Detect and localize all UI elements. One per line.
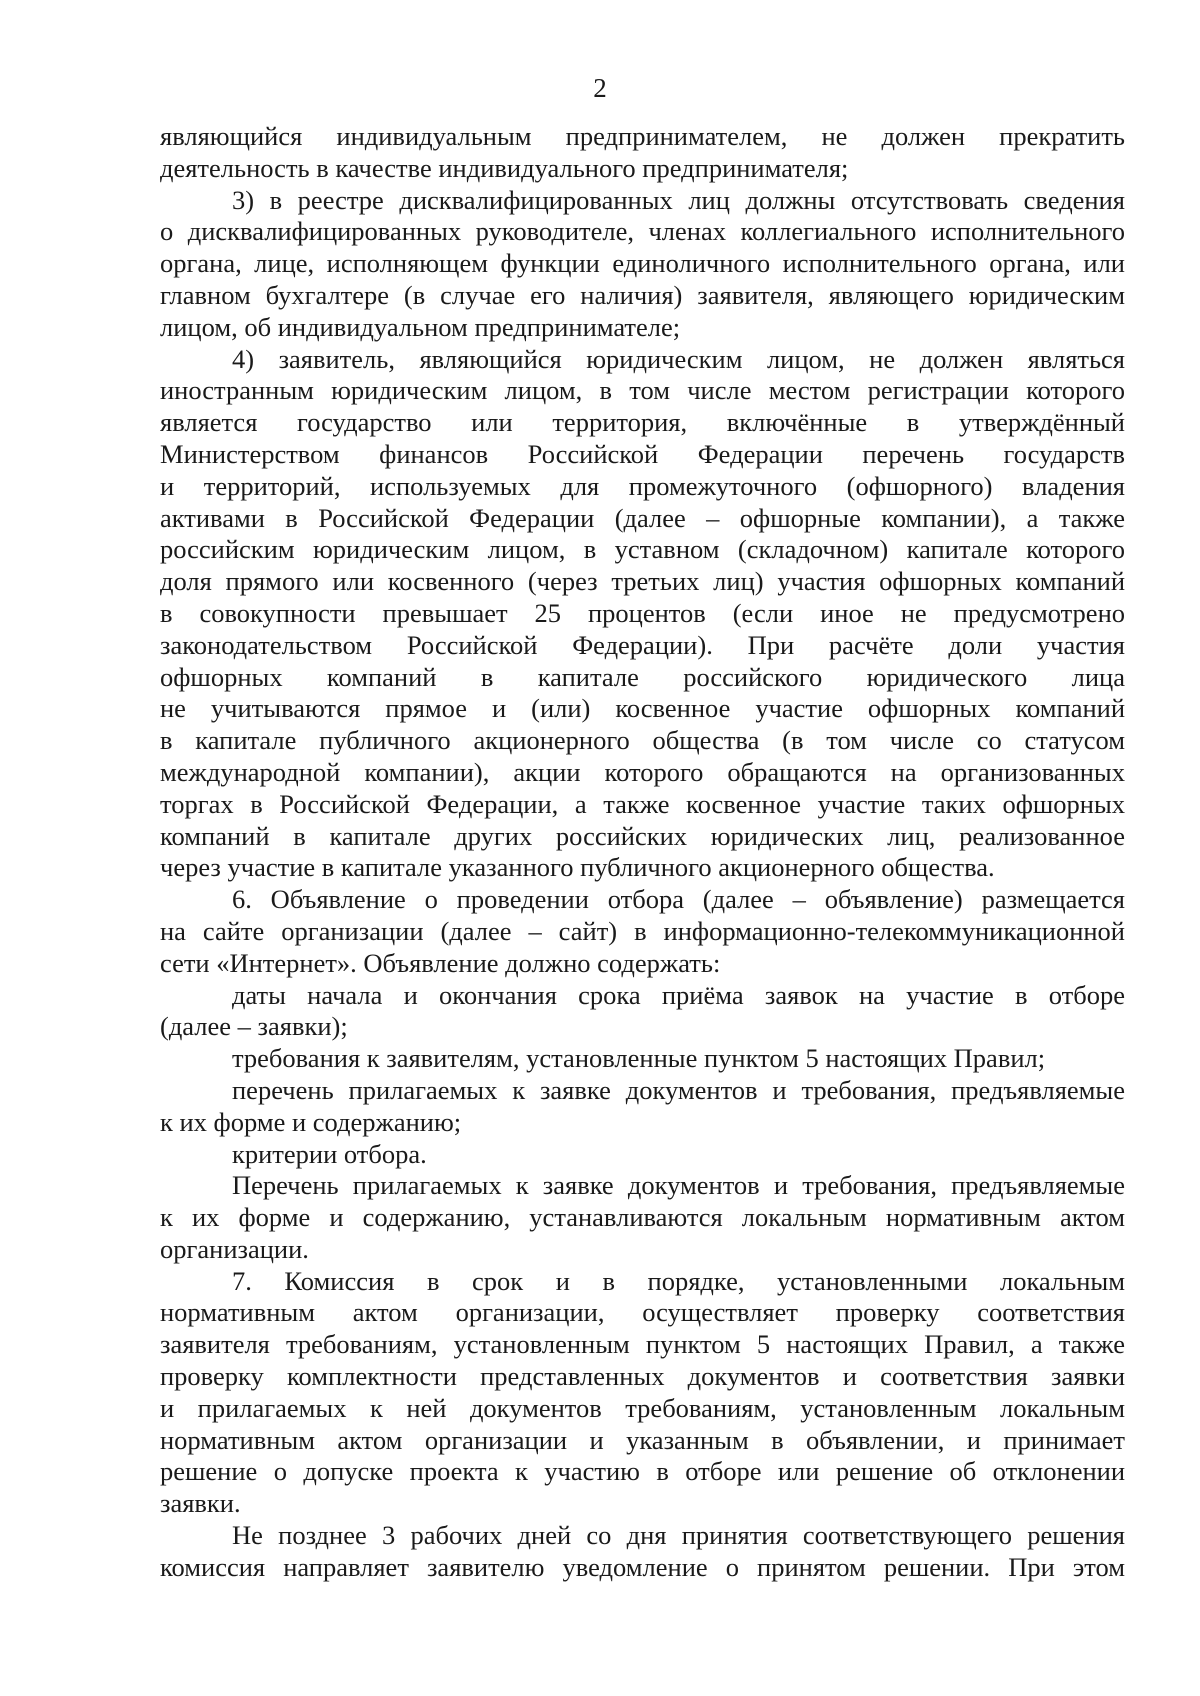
text-line: активами в Российской Федерации (далее – офшорные компании), а также (160, 502, 1125, 533)
text-line: не учитываются прямое и (или) косвенное участие офшорных компаний (160, 693, 1125, 724)
text-line: деятельность в качестве индивидуального предпринимателя; (160, 152, 849, 183)
text-line: российским юридическим лицом, в уставном (складочном) капитале которого (160, 534, 1125, 565)
text-line: критерии отбора. (232, 1138, 427, 1169)
text-line: международной компании), акции которого обращаются на организованных (160, 756, 1125, 787)
text-line: проверку комплектности представленных документов и соответствия заявки (160, 1361, 1125, 1392)
text-line: заявки. (160, 1488, 241, 1519)
text-line: и прилагаемых к ней документов требованиям, установленным локальным (160, 1392, 1125, 1423)
page-number: 2 (593, 73, 607, 103)
text-line: компаний в капитале других российских юридических лиц, реализованное (160, 820, 1125, 851)
text-line: требования к заявителям, установленные пунктом 5 настоящих Правил; (232, 1043, 1046, 1074)
text-line: нормативным актом организации, осуществляет проверку соответствия (160, 1297, 1125, 1328)
text-line: на сайте организации (далее – сайт) в информационно-телекоммуникационной (160, 915, 1125, 946)
document-body (160, 121, 1125, 1584)
text-line: перечень прилагаемых к заявке документов и требования, предъявляемые (232, 1074, 1125, 1105)
text-line: 3) в реестре дисквалифицированных лиц должны отсутствовать сведения (232, 184, 1125, 215)
text-line: 6. Объявление о проведении отбора (далее – объявление) размещается (232, 884, 1125, 915)
text-line: (далее – заявки); (160, 1011, 348, 1042)
text-line: законодательством Российской Федерации). При расчёте доли участия (160, 629, 1125, 660)
text-line: Не позднее 3 рабочих дней со дня принятия соответствующего решения (232, 1520, 1125, 1551)
text-line: о дисквалифицированных руководителе, членах коллегиального исполнительного (160, 216, 1125, 247)
text-line: Министерством финансов Российской Федерации перечень государств (160, 438, 1125, 469)
text-line: к их форме и содержанию, устанавливаются локальным нормативным актом (160, 1202, 1125, 1233)
text-line: решение о допуске проекта к участию в отборе или решение об отклонении (160, 1456, 1125, 1487)
text-line: 7. Комиссия в срок и в порядке, установленными локальным (232, 1265, 1125, 1296)
text-line: лицом, об индивидуальном предпринимателе; (160, 311, 681, 342)
text-line: органа, лице, исполняющем функции единоличного исполнительного органа, или (160, 248, 1125, 279)
text-line: торгах в Российской Федерации, а также косвенное участие таких офшорных (160, 788, 1125, 819)
text-line: 4) заявитель, являющийся юридическим лицом, не должен являться (232, 343, 1125, 374)
text-line: через участие в капитале указанного публичного акционерного общества. (160, 852, 995, 883)
text-line: в совокупности превышает 25 процентов (если иное не предусмотрено (160, 597, 1125, 628)
text-line: иностранным юридическим лицом, в том числе местом регистрации которого (160, 375, 1125, 406)
text-line: нормативным актом организации и указанным в объявлении, и принимает (160, 1424, 1125, 1455)
text-line: даты начала и окончания срока приёма заявок на участие в отборе (232, 979, 1125, 1010)
text-line: является государство или территория, включённые в утверждённый (160, 407, 1125, 438)
text-line: и территорий, используемых для промежуточного (офшорного) владения (160, 470, 1125, 501)
text-line: организации. (160, 1233, 309, 1264)
text-line: заявителя требованиям, установленным пунктом 5 настоящих Правил, а также (160, 1329, 1125, 1360)
text-line: сети «Интернет». Объявление должно содержать: (160, 947, 721, 978)
text-line: главном бухгалтере (в случае его наличия) заявителя, являющего юридическим (160, 279, 1125, 310)
text-line: комиссия направляет заявителю уведомление о принятом решении. При этом (160, 1551, 1125, 1582)
text-line: являющийся индивидуальным предпринимателем, не должен прекратить (160, 121, 1125, 151)
text-line: к их форме и содержанию; (160, 1106, 462, 1137)
text-line: офшорных компаний в капитале российского юридического лица (160, 661, 1125, 692)
text-line: Перечень прилагаемых к заявке документов и требования, предъявляемые (232, 1170, 1125, 1201)
text-line: в капитале публичного акционерного общества (в том числе со статусом (160, 725, 1125, 756)
text-line: доля прямого или косвенного (через третьих лиц) участия офшорных компаний (160, 566, 1125, 597)
